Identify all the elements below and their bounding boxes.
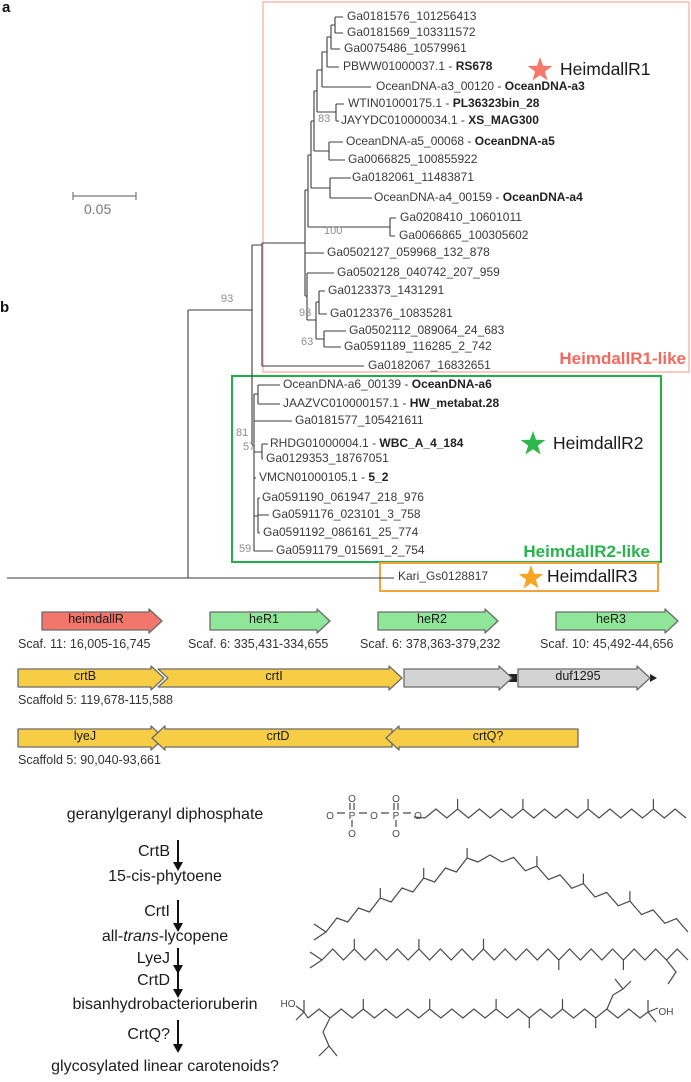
scaffold-heimdallr: Scaf. 11: 16,005-16,745 [18, 637, 151, 651]
support-value: 93 [221, 293, 234, 305]
panel-a-label: a [2, 0, 11, 16]
heimdallr1-star-icon [528, 57, 553, 81]
tree-tip-label: Ga0591179_015691_2_754 [276, 543, 425, 557]
tree-tip-label: OceanDNA-a4_00159 - OceanDNA-a4 [374, 190, 583, 204]
scaffold-crt-cluster: Scaffold 5: 119,678-115,588 [18, 693, 173, 707]
atom-label-o: O [392, 829, 400, 840]
gene-label: crtQ? [472, 729, 504, 743]
heimdallr1-like-label: HeimdallR1-like [559, 349, 686, 368]
tree-tip-label: Ga0591190_061947_218_976 [262, 490, 424, 504]
gene-label: crtB [73, 669, 97, 683]
tree-tip-label: Ga0075486_10579961 [344, 41, 467, 55]
atom-label-o: O [326, 811, 334, 822]
tree-tip-label: JAAZVC010000157.1 - HW_metabat.28 [283, 396, 500, 410]
atom-label-o: O [370, 811, 378, 822]
enzyme-crtq: CrtQ? [127, 1026, 170, 1043]
tree-tip-label: OceanDNA-a5_00068 - OceanDNA-a5 [346, 134, 555, 148]
gene-label: duf1295 [555, 669, 601, 683]
scaffold-her3: Scaf. 10: 45,492-44,656 [540, 637, 674, 651]
gene-label: crtI [265, 669, 283, 683]
support-value: 83 [318, 113, 331, 125]
atom-label-p: P [392, 811, 400, 822]
support-value: 93 [299, 307, 312, 319]
atom-label-p: P [348, 811, 356, 822]
gene-label: heR3 [596, 612, 626, 626]
heimdallr2-star-icon [521, 431, 546, 455]
compound-glycosylated: glycosylated linear carotenoids? [51, 1058, 279, 1075]
compound-lycopene: all-trans-lycopene [101, 928, 229, 945]
gene-arrow [404, 666, 512, 690]
enzyme-lyej: LyeJ [136, 950, 170, 967]
tree-tip-label: Ga0182061_11483871 [352, 170, 474, 184]
atom-label-oh: OH [658, 1007, 674, 1018]
tree-tip-label: RHDG01000004.1 - WBC_A_4_184 [270, 436, 464, 450]
tree-tip-label: Kari_Gs0128817 [398, 569, 489, 583]
tree-tip-label: Ga0502127_059968_132_878 [327, 245, 490, 259]
atom-label-ho: HO [280, 999, 296, 1010]
enzyme-crtb: CrtB [138, 843, 170, 860]
atom-label-o: O [392, 794, 400, 805]
atom-label-o: O [414, 811, 422, 822]
heimdallr1-label: HeimdallR1 [560, 59, 651, 79]
tree-tip-label: OceanDNA-a6_00139 - OceanDNA-a6 [283, 377, 492, 391]
scale-bar [73, 192, 136, 200]
atom-label-o: O [348, 829, 356, 840]
tree-tip-label: Ga0066825_100855922 [348, 152, 478, 166]
tree-tip-label: Ga0591189_116285_2_742 [344, 339, 492, 353]
heimdallr2-like-label: HeimdallR2-like [523, 542, 650, 561]
tree-tip-label: Ga0591192_086161_25_774 [263, 525, 419, 539]
tree-tip-label: WTIN01000175.1 - PL36323bin_28 [348, 96, 540, 110]
scaffold-lye-cluster: Scaffold 5: 90,040-93,661 [18, 753, 161, 767]
support-value: 63 [301, 336, 314, 348]
tree-tip-label: PBWW01000037.1 - RS678 [343, 59, 493, 73]
gene-connector-tip [650, 674, 657, 682]
gene-label: heR2 [417, 612, 447, 626]
heimdallr3-label: HeimdallR3 [547, 566, 638, 586]
support-value: 81 [236, 427, 249, 439]
tree-tip-label: VMCN01000105.1 - 5_2 [259, 470, 389, 484]
panel-b-label: b [0, 299, 10, 316]
tree-tip-label: Ga0502128_040742_207_959 [337, 265, 500, 279]
gene-label: heR1 [249, 612, 279, 626]
tree-tip-label: Ga0129353_18767051 [266, 451, 389, 465]
compound-bisanhydrobacterioruberin: bisanhydrobacterioruberin [72, 996, 258, 1013]
heimdallr2-label: HeimdallR2 [553, 433, 644, 453]
atom-label-o: O [348, 794, 356, 805]
support-value: 57 [243, 441, 256, 453]
tree-tip-label: Ga0208410_10601011 [400, 210, 522, 224]
tree-tip-label: Ga0123373_1431291 [328, 283, 445, 297]
support-value: 59 [239, 543, 252, 555]
tree-tip-label: Ga0181577_105421611 [295, 413, 424, 427]
tree-tip-label: Ga0591176_023101_3_758 [272, 507, 421, 521]
heimdallr3-star-icon [519, 565, 544, 589]
gene-label: crtD [266, 729, 290, 743]
support-value: 100 [324, 225, 343, 237]
enzyme-crtd: CrtD [137, 972, 170, 989]
scaffold-her1: Scaf. 6: 335,431-334,655 [188, 637, 329, 651]
scaffold-her2: Scaf. 6: 378,363-379,232 [360, 637, 501, 651]
tree-tip-label: Ga0123376_10835281 [330, 306, 453, 320]
gene-label: heimdallR [68, 612, 124, 626]
scale-bar-value: 0.05 [84, 201, 112, 217]
enzyme-crti: CrtI [144, 903, 170, 920]
tree-tip-label: Ga0181576_101256413 [347, 9, 477, 23]
tree-tip-label: OceanDNA-a3_00120 - OceanDNA-a3 [376, 79, 585, 93]
tree-tip-label: Ga0182067_16832651 [368, 358, 491, 372]
tree-tip-label: Ga0066865_100305602 [399, 228, 529, 242]
tree-tip-label: JAYYDC010000034.1 - XS_MAG300 [341, 113, 539, 127]
tree-tip-label: Ga0181569_103311572 [347, 25, 476, 39]
tree-tip-label: Ga0502112_089064_24_683 [349, 323, 505, 337]
gene-label: lyeJ [73, 729, 97, 743]
compound-phytoene: 15-cis-phytoene [108, 868, 222, 885]
compound-ggpp: geranylgeranyl diphosphate [66, 806, 264, 823]
